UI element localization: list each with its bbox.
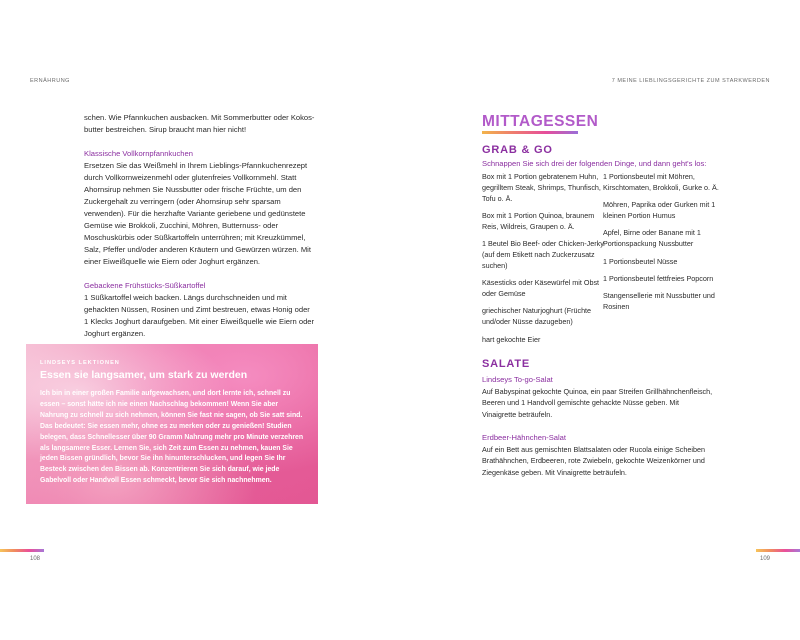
- list-item: 1 Portionsbeutel Nüsse: [603, 256, 678, 266]
- edge-color-bar-right: [756, 549, 800, 552]
- callout-title: Essen sie langsamer, um stark zu werden: [40, 369, 248, 381]
- salad-title: Lindseys To-go-Salat: [482, 375, 553, 384]
- recipe-body: 1 Süßkartoffel weich backen. Längs durchschneiden und mit gehackten Nüssen, Rosinen und Zimt bestreuen, etwas Honig oder 1 Klecks Joghurt daraufgeben. Mit einer Eiweißquelle wie Eiern oder Joghurt ergänzen.: [84, 293, 315, 338]
- right-page: [400, 0, 800, 640]
- section-title-mittagessen: MITTAGESSEN: [482, 113, 599, 130]
- grab-go-column-2: [603, 172, 733, 320]
- callout-body: Ich bin in einer großen Familie aufgewachsen, und dort lernte ich, schnell zu essen – sonst hätte ich nie einen Nachschlag bekommen! Wenn Sie aber Nahrung zu schnell zu sich nehmen, können Sie fast nie sagen, ob Sie satt sind. Das bedeutet: Sie essen mehr, ohne es zu merken oder zu genießen! Studien belegen, dass Schnellesser über 90 Gramm Nahrung mehr pro Minute verzehren als langsamere Esser. Lernen Sie, sich Zeit zum Essen zu nehmen, kauen Sie jeden Bissen gründlich, bevor Sie ihn hinunterschlucken, und legen Sie Ihr Besteck zwischen den Bissen ab. Konzentrieren Sie sich darauf, wie jede Gabelvoll oder Handvoll Essen schmeckt, bevor Sie sich nachnehmen.: [40, 390, 304, 485]
- intro-paragraph: schen. Wie Pfannkuchen ausbacken. Mit Sommerbutter oder Kokos-butter bestreichen. Sirup braucht man hier nicht!: [84, 113, 315, 134]
- list-item: Möhren, Paprika oder Gurken mit 1 kleinen Portion Humus: [603, 200, 716, 220]
- list-item: Apfel, Birne oder Banane mit 1 Portionspackung Nussbutter: [603, 228, 701, 249]
- left-text-column: [84, 112, 316, 352]
- page-number-left: 108: [30, 556, 41, 562]
- heading-salate: SALATE: [482, 358, 530, 370]
- list-item: Box mit 1 Portion Quinoa, braunem Reis, Wildreis, Graupen o. Ä.: [482, 210, 595, 231]
- title-underline: [482, 131, 578, 134]
- salad-body: Auf Babyspinat gekochte Quinoa, ein paar Streifen Grillhähnchenfleisch, Beeren und 1 Handvoll gemischte gehackte Nüsse geben. Mit Vinaigrette beträufeln.: [482, 387, 713, 419]
- salad-erdbeer-haehnchen: [482, 432, 714, 478]
- list-item: 1 Portionsbeutel mit Möhren, Kirschtomaten, Brokkoli, Gurke o. Ä.: [603, 172, 719, 192]
- heading-grab-go: GRAB & GO: [482, 144, 553, 156]
- running-head-right: 7 MEINE LIEBLINGSGERICHTE ZUM STARKWERDEN: [611, 78, 770, 84]
- list-item: 1 Beutel Bio Beef- oder Chicken-Jerky (auf dem Etikett nach Zuckerzusatz suchen): [482, 239, 604, 270]
- recipe-vollkornpfannkuchen: [84, 148, 316, 268]
- recipe-title: Gebackene Frühstücks-Süßkartoffel: [84, 281, 206, 290]
- lindseys-lektionen-callout: [26, 344, 318, 504]
- running-head-left: ERNÄHRUNG: [30, 78, 70, 84]
- list-item: Box mit 1 Portion gebratenem Huhn, gegrilltem Steak, Shrimps, Thunfisch, Tofu o. Ä.: [482, 172, 601, 203]
- salad-lindseys-to-go: [482, 374, 714, 420]
- list-item: griechischer Naturjoghurt (Früchte und/oder Nüsse dazugeben): [482, 306, 592, 327]
- recipe-suesskartoffel: [84, 280, 316, 340]
- list-item: Stangensellerie mit Nussbutter und Rosinen: [603, 291, 715, 312]
- callout-label: LINDSEYS LEKTIONEN: [40, 360, 120, 366]
- recipe-title: Klassische Vollkornpfannkuchen: [84, 149, 193, 158]
- list-item: 1 Portionsbeutel fettfreies Popcorn: [603, 273, 714, 283]
- salad-title: Erdbeer-Hähnchen-Salat: [482, 433, 567, 442]
- edge-color-bar-left: [0, 549, 44, 552]
- grab-go-subtitle: Schnappen Sie sich drei der folgenden Dinge, und dann geht's los:: [482, 159, 707, 168]
- page-number-right: 109: [759, 556, 770, 562]
- grab-go-column-1: [482, 172, 612, 352]
- list-item: Käsesticks oder Käsewürfel mit Obst oder Gemüse: [482, 278, 600, 298]
- list-item: hart gekochte Eier: [482, 334, 541, 344]
- recipe-body: Ersetzen Sie das Weißmehl in Ihrem Lieblings-Pfannkuchenrezept durch Vollkornweizenmehl oder glutenfreies Vollkornmehl. Statt Ahornsirup nehmen Sie Nussbutter oder frische Früchte, um den Zuckergehalt zu verringern (oder Ahornsirup sehr sparsam verwenden). Für die herzhafte Variante geriebene und gedünstete Gemüse wie Brokkoli, Zucchini, Möhren, Butternuss- oder Moschuskürbis oder Süßkartoffeln unterrühren; mit Kreuzkümmel, Salz, Pfeffer und/oder anderen Kräutern und Gewürzen würzen. Mit einer Eiweißquelle wie Eiern oder Joghurt ergänzen.: [84, 161, 311, 266]
- salad-body: Auf ein Bett aus gemischten Blattsalaten oder Rucola einige Scheiben Brathähnchen, Erdbeeren, rote Zwiebeln, gekochte Weizenkörner und Ziegenkäse geben. Mit Vinaigrette beträufeln.: [482, 445, 705, 477]
